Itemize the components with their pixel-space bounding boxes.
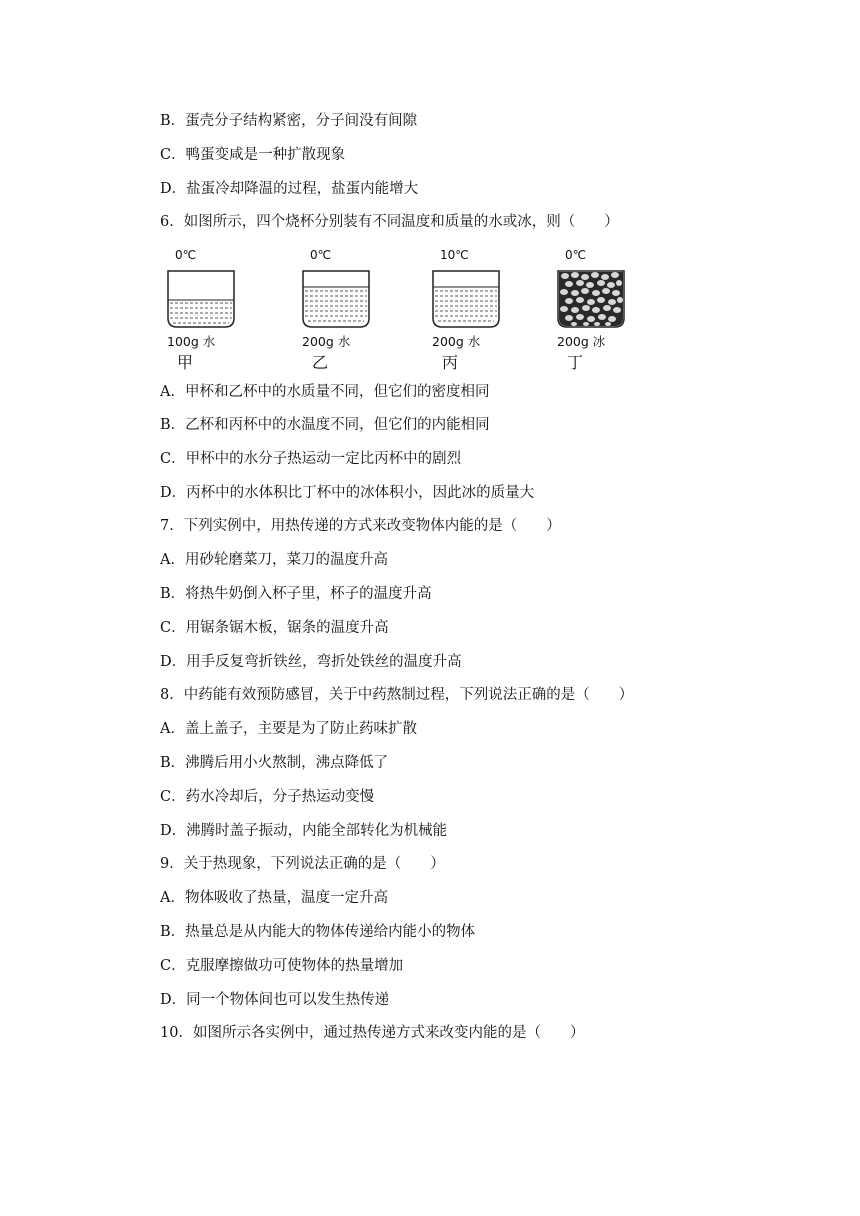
- beaker-jia: [155, 244, 255, 374]
- q8-option-b: B．沸腾后用小火熬制，沸点降低了: [160, 755, 389, 771]
- q7-option-c: C．用锯条锯木板，锯条的温度升高: [160, 620, 389, 636]
- q7-option-a: A．用砂轮磨菜刀，菜刀的温度升高: [160, 552, 388, 568]
- q8-stem: 8．中药能有效预防感冒，关于中药熬制过程，下列说法正确的是（ ）: [160, 687, 634, 703]
- beaker-temp: 0℃: [175, 248, 197, 262]
- beaker-temp: 0℃: [565, 248, 587, 262]
- beaker-temp: 0℃: [310, 248, 332, 262]
- q9-option-a: A．物体吸收了热量，温度一定升高: [160, 890, 388, 906]
- beaker-icon: [167, 270, 235, 328]
- q5-option-b: B．蛋壳分子结构紧密，分子间没有间隙: [160, 113, 418, 129]
- q6-option-b: B．乙杯和丙杯中的水温度不同，但它们的内能相同: [160, 417, 490, 433]
- beaker-mass: 200g 水: [302, 334, 351, 349]
- q9-option-c: C．克服摩擦做功可使物体的热量增加: [160, 958, 404, 974]
- q8-option-d: D．沸腾时盖子振动，内能全部转化为机械能: [160, 823, 448, 839]
- ice-beaker-icon: [557, 270, 625, 328]
- q10-stem: 10．如图所示各实例中，通过热传递方式来改变内能的是（ ）: [160, 1025, 585, 1041]
- q8-option-a: A．盖上盖子，主要是为了防止药味扩散: [160, 721, 417, 737]
- beaker-name: 丙: [442, 353, 459, 372]
- q6-option-d: D．丙杯中的水体积比丁杯中的冰体积小，因此冰的质量大: [160, 485, 535, 501]
- beaker-mass: 200g 水: [432, 334, 481, 349]
- beaker-yi: [290, 244, 390, 374]
- q6-option-a: A．甲杯和乙杯中的水质量不同，但它们的密度相同: [160, 384, 490, 400]
- q6-option-c: C．甲杯中的水分子热运动一定比丙杯中的剧烈: [160, 451, 462, 467]
- beaker-name: 甲: [177, 353, 194, 372]
- beaker-name: 乙: [312, 353, 329, 372]
- beaker-mass: 100g 水: [167, 334, 216, 349]
- beakers-figure: [155, 244, 635, 374]
- beaker-temp: 10℃: [440, 248, 469, 262]
- beaker-icon: [432, 270, 500, 328]
- beaker-name: 丁: [567, 353, 584, 372]
- q9-stem: 9．关于热现象，下列说法正确的是（ ）: [160, 856, 445, 872]
- q9-option-d: D．同一个物体间也可以发生热传递: [160, 992, 390, 1008]
- q7-option-b: B．将热牛奶倒入杯子里，杯子的温度升高: [160, 586, 432, 602]
- beaker-ding: [545, 244, 645, 374]
- q5-option-c: C．鸭蛋变咸是一种扩散现象: [160, 147, 346, 163]
- beaker-bing: [420, 244, 520, 374]
- q6-stem: 6．如图所示，四个烧杯分别装有不同温度和质量的水或冰，则（ ）: [160, 214, 619, 230]
- q8-option-c: C．药水冷却后，分子热运动变慢: [160, 789, 375, 805]
- beaker-icon: [302, 270, 370, 328]
- q7-stem: 7．下列实例中，用热传递的方式来改变物体内能的是（ ）: [160, 518, 561, 534]
- q9-option-b: B．热量总是从内能大的物体传递给内能小的物体: [160, 924, 476, 940]
- beaker-mass: 200g 冰: [557, 334, 606, 349]
- q7-option-d: D．用手反复弯折铁丝，弯折处铁丝的温度升高: [160, 654, 462, 670]
- q5-option-d: D．盐蛋冷却降温的过程，盐蛋内能增大: [160, 181, 419, 197]
